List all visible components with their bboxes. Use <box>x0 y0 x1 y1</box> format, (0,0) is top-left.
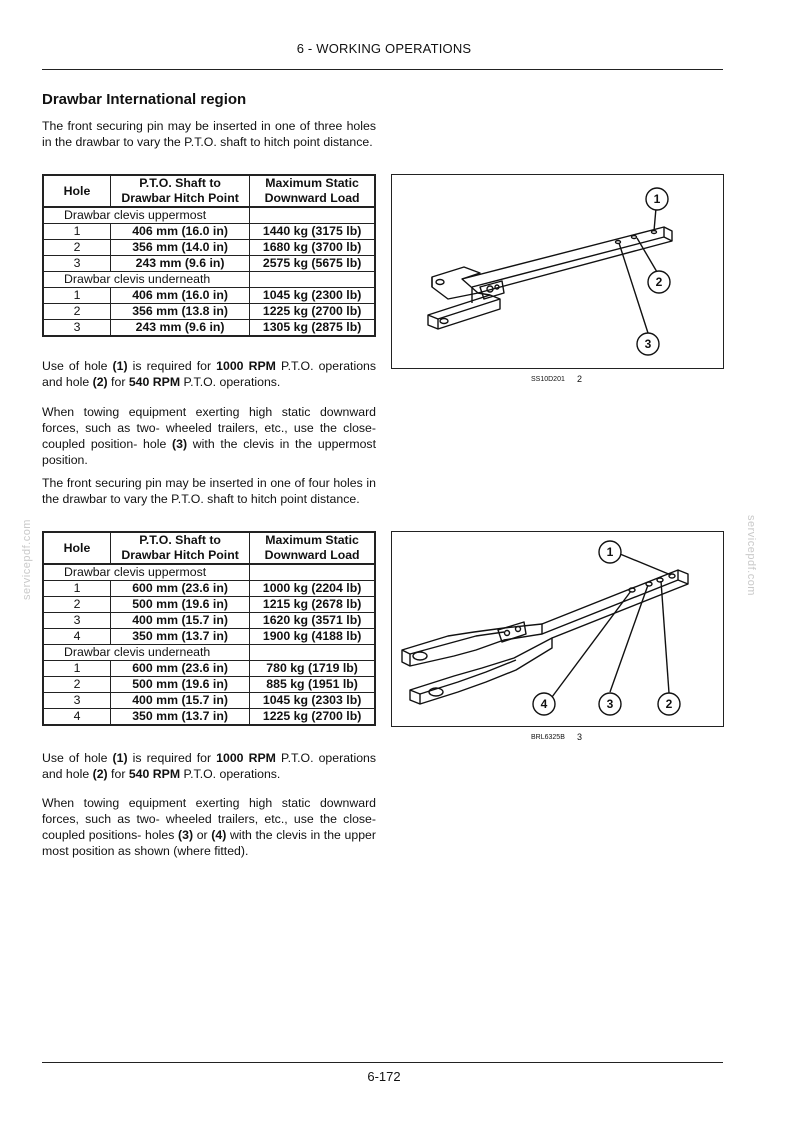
cell-load: 1225 kg (2700 lb) <box>250 304 375 320</box>
intro-paragraph-1: The front securing pin may be inserted in one of three holes in the drawbar to vary the P.T.O. shaft to hitch point distance. <box>42 119 376 149</box>
usage-paragraph-1: Use of hole (1) is required for 1000 RPM P.T.O. operations and hole (2) for 540 RPM P.T.O. operations. <box>42 359 377 389</box>
cell-distance: 406 mm (16.0 in) <box>110 224 249 240</box>
svg-text:4: 4 <box>540 697 548 711</box>
cell-hole: 4 <box>43 629 110 645</box>
towing-paragraph-1: When towing equipment exerting high static downward forces, such as two- wheeled trailers, etc., use the close-coupled position- hole (3) with the clevis in the uppermost position. <box>42 405 376 467</box>
svg-text:1: 1 <box>606 545 614 559</box>
figure-code-1: SS10D201 <box>531 376 565 383</box>
table-group-row <box>43 564 375 581</box>
header-max-load: Maximum Static Downward Load <box>250 175 375 207</box>
cell-distance: 500 mm (19.6 in) <box>110 597 249 613</box>
svg-text:2: 2 <box>655 275 663 289</box>
cell-distance: 356 mm (14.0 in) <box>110 240 249 256</box>
empty-cell <box>250 207 375 224</box>
page-number: 6-172 <box>367 1069 401 1084</box>
table-group-row <box>43 207 375 224</box>
group-label: Drawbar clevis uppermost <box>43 564 250 581</box>
svg-text:2: 2 <box>665 697 673 711</box>
cell-distance: 400 mm (15.7 in) <box>110 693 249 709</box>
cell-load: 1440 kg (3175 lb) <box>250 224 375 240</box>
cell-hole: 2 <box>43 597 110 613</box>
watermark-left: servicepdf.com <box>21 519 33 600</box>
cell-hole: 1 <box>43 224 110 240</box>
cell-distance: 500 mm (19.6 in) <box>110 677 249 693</box>
table-row <box>43 304 375 320</box>
cell-hole: 3 <box>43 693 110 709</box>
watermark-right: servicepdf.com <box>745 515 757 596</box>
table-row <box>43 256 375 272</box>
table-row <box>43 224 375 240</box>
svg-text:1: 1 <box>653 192 661 206</box>
table-header-row <box>43 175 375 207</box>
cell-distance: 243 mm (9.6 in) <box>110 256 249 272</box>
header-pto-distance: P.T.O. Shaft to Drawbar Hitch Point <box>110 532 249 564</box>
table-row <box>43 629 375 645</box>
cell-distance: 243 mm (9.6 in) <box>110 320 249 337</box>
drawbar-illustration-2 <box>392 532 723 726</box>
table-header-row <box>43 532 375 564</box>
intro-paragraph-2: The front securing pin may be inserted in one of four holes in the drawbar to vary the P.T.O. shaft to hitch point distance. <box>42 476 376 506</box>
svg-text:3: 3 <box>644 337 652 351</box>
cell-hole: 2 <box>43 240 110 256</box>
section-title: Drawbar International region <box>42 91 247 108</box>
cell-load: 1045 kg (2303 lb) <box>250 693 375 709</box>
cell-load: 780 kg (1719 lb) <box>250 661 375 677</box>
cell-load: 1620 kg (3571 lb) <box>250 613 375 629</box>
cell-distance: 406 mm (16.0 in) <box>110 288 249 304</box>
cell-distance: 350 mm (13.7 in) <box>110 709 249 726</box>
table-row <box>43 320 375 337</box>
cell-hole: 2 <box>43 677 110 693</box>
cell-distance: 356 mm (13.8 in) <box>110 304 249 320</box>
cell-distance: 400 mm (15.7 in) <box>110 613 249 629</box>
header-hole: Hole <box>43 532 110 564</box>
header-rule <box>42 69 723 70</box>
figure-number-2: 3 <box>577 732 583 742</box>
table-group-row <box>43 645 375 661</box>
cell-distance: 600 mm (23.6 in) <box>110 581 249 597</box>
empty-cell <box>250 645 375 661</box>
cell-distance: 350 mm (13.7 in) <box>110 629 249 645</box>
cell-load: 1045 kg (2300 lb) <box>250 288 375 304</box>
cell-hole: 1 <box>43 581 110 597</box>
table-row <box>43 661 375 677</box>
empty-cell <box>250 564 375 581</box>
table-row <box>43 693 375 709</box>
cell-hole: 4 <box>43 709 110 726</box>
cell-hole: 1 <box>43 288 110 304</box>
drawbar-illustration-1 <box>392 175 723 368</box>
usage-paragraph-2: Use of hole (1) is required for 1000 RPM P.T.O. operations and hole (2) for 540 RPM P.T.O. operations. <box>42 751 377 781</box>
cell-distance: 600 mm (23.6 in) <box>110 661 249 677</box>
figure-number-1: 2 <box>577 374 583 384</box>
cell-load: 1215 kg (2678 lb) <box>250 597 375 613</box>
group-label: Drawbar clevis underneath <box>43 272 250 288</box>
table-row <box>43 288 375 304</box>
cell-load: 2575 kg (5675 lb) <box>250 256 375 272</box>
svg-text:3: 3 <box>606 697 614 711</box>
table-group-row <box>43 272 375 288</box>
cell-hole: 3 <box>43 256 110 272</box>
cell-load: 1000 kg (2204 lb) <box>250 581 375 597</box>
figure-drawbar-four-holes <box>391 531 724 727</box>
table-row <box>43 709 375 726</box>
figure-code-2: BRL6325B <box>531 734 565 741</box>
cell-load: 1680 kg (3700 lb) <box>250 240 375 256</box>
cell-hole: 2 <box>43 304 110 320</box>
table-row <box>43 240 375 256</box>
figure-drawbar-three-holes <box>391 174 724 369</box>
empty-cell <box>250 272 375 288</box>
towing-paragraph-2: When towing equipment exerting high static downward forces, such as two- wheeled trailers, etc., use the close-coupled positions- holes (3) or (4) with the clevis in the upper most position as shown (where fitted). <box>42 796 376 858</box>
cell-hole: 3 <box>43 613 110 629</box>
footer-rule <box>42 1062 723 1063</box>
cell-load: 1305 kg (2875 lb) <box>250 320 375 337</box>
header-hole: Hole <box>43 175 110 207</box>
cell-load: 885 kg (1951 lb) <box>250 677 375 693</box>
cell-hole: 1 <box>43 661 110 677</box>
header-max-load: Maximum Static Downward Load <box>250 532 375 564</box>
cell-hole: 3 <box>43 320 110 337</box>
running-header: 6 - WORKING OPERATIONS <box>296 41 472 56</box>
group-label: Drawbar clevis uppermost <box>43 207 250 224</box>
table-row <box>43 597 375 613</box>
group-label: Drawbar clevis underneath <box>43 645 250 661</box>
table-row <box>43 677 375 693</box>
cell-load: 1900 kg (4188 lb) <box>250 629 375 645</box>
table-row <box>43 613 375 629</box>
cell-load: 1225 kg (2700 lb) <box>250 709 375 726</box>
header-pto-distance: P.T.O. Shaft to Drawbar Hitch Point <box>110 175 249 207</box>
load-table-2 <box>42 531 376 726</box>
table-row <box>43 581 375 597</box>
load-table-1 <box>42 174 376 337</box>
